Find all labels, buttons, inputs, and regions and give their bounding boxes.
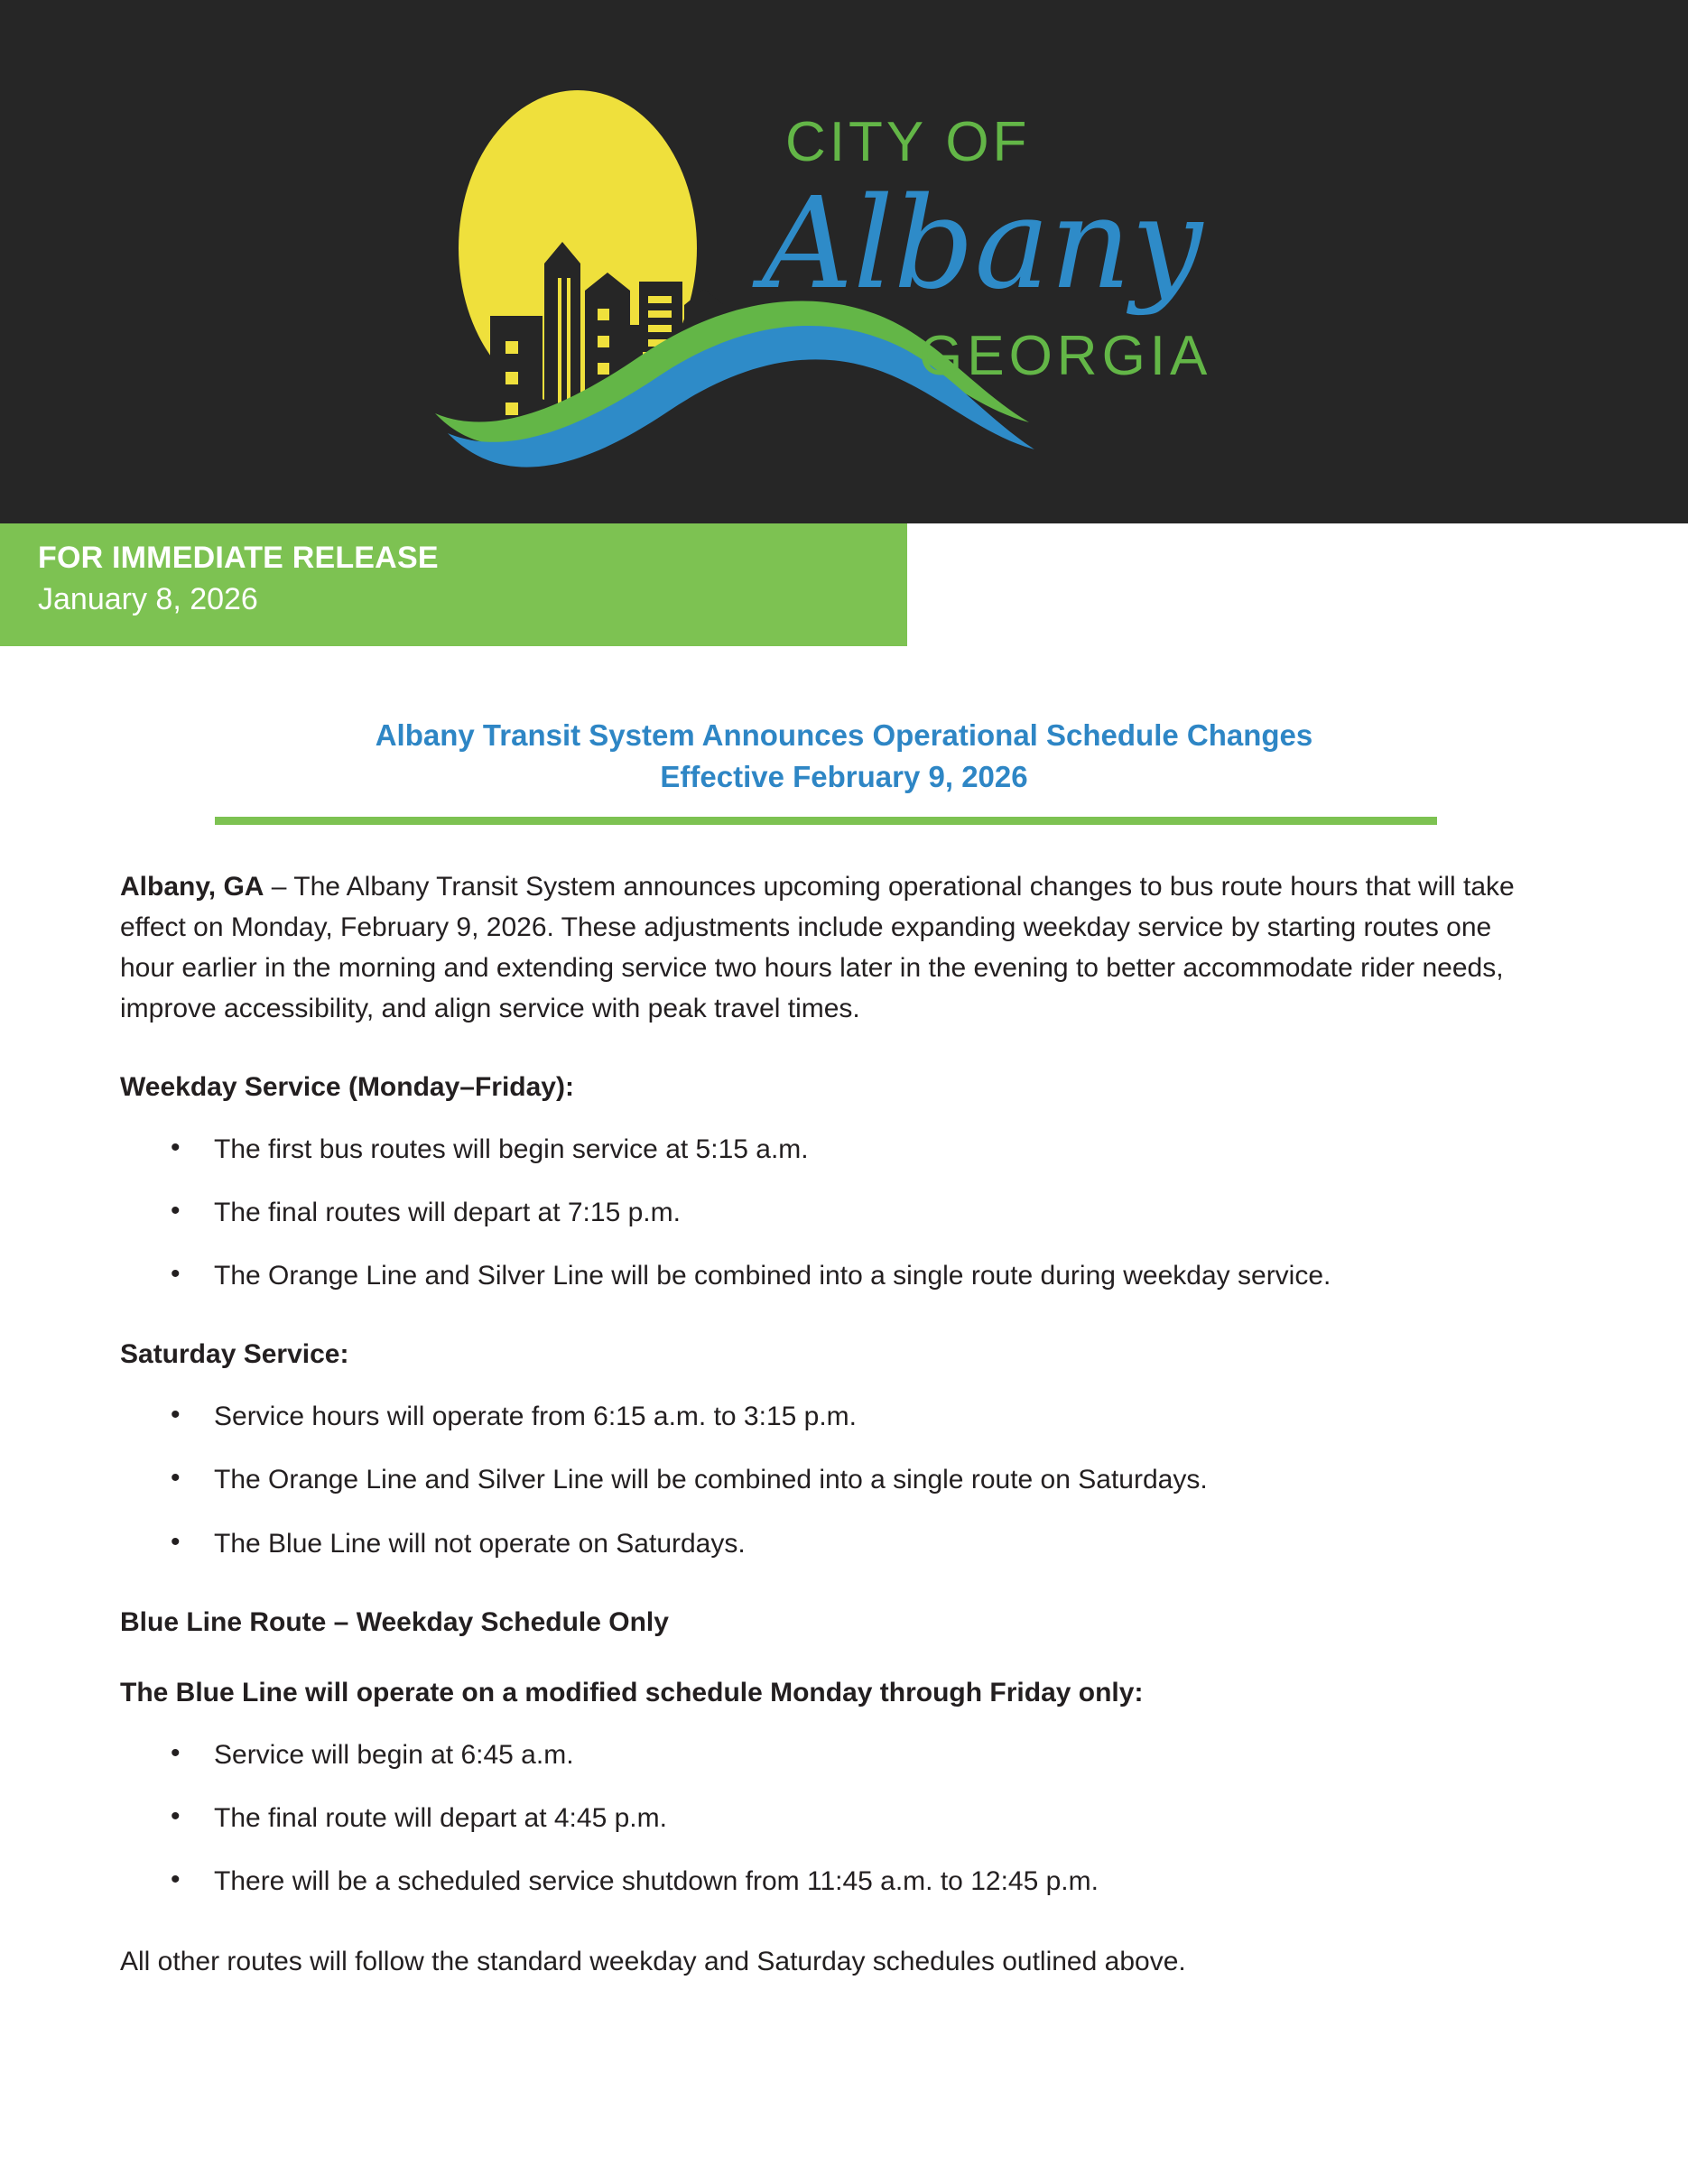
list-item: • The final route will depart at 4:45 p.m. [120,1799,1535,1838]
bullet-list-saturday [120,1397,1535,1563]
lead-paragraph [120,866,1535,1029]
section-heading-blue-line: Blue Line Route – Weekday Schedule Only [120,1606,669,1637]
logo-city-of-text: CITY OF [785,111,1031,173]
page-title [212,715,1476,797]
bullet-list-weekday [120,1130,1535,1296]
masthead-banner [0,0,1688,523]
list-item: • The Orange Line and Silver Line will be combined into a single route on Saturdays. [120,1460,1535,1500]
press-release-content [0,866,1688,1982]
for-immediate-release-banner [0,523,907,646]
page-title-line-1: Albany Transit System Announces Operational Schedule Changes [375,718,1313,752]
list-item: • The Blue Line will not operate on Saturdays. [120,1524,1535,1564]
press-release-body [0,646,1688,1982]
logo-georgia-text: GEORGIA [919,325,1212,387]
list-item: • Service hours will operate from 6:15 a.m. to 3:15 p.m. [120,1397,1535,1437]
section-heading-weekday: Weekday Service (Monday–Friday): [120,1072,574,1103]
list-item: • Service will begin at 6:45 a.m. [120,1735,1535,1775]
city-of-albany-georgia-logo [397,54,1300,469]
list-item: • There will be a scheduled service shutdown from 11:45 a.m. to 12:45 p.m. [120,1862,1535,1902]
logo-albany-text: Albany [762,171,1203,318]
list-item: • The first bus routes will begin service at 5:15 a.m. [120,1130,1535,1170]
logo-artwork-icon [397,54,1300,469]
title-divider-rule [215,817,1437,825]
release-banner-date: January 8, 2026 [38,582,258,617]
dateline: Albany, GA [120,872,264,902]
bullet-list-blue-line [120,1735,1535,1902]
section-heading-saturday: Saturday Service: [120,1339,349,1370]
lead-paragraph-text: – The Albany Transit System announces upcoming operational changes to bus route hours that will take effect on Monday, February 9, 2026. These adjustments include expanding weekday service by starting routes one hour earlier in the morning and extending service two hours later in the evening to better accommodate rider needs, improve accessibility, and align service with peak travel times. [120,872,1515,1024]
release-banner-headline: FOR IMMEDIATE RELEASE [38,541,439,575]
closing-paragraph: All other routes will follow the standard weekday and Saturday schedules outlined above. [120,1946,1186,1976]
list-item: • The final routes will depart at 7:15 p.m. [120,1193,1535,1233]
page-title-line-2: Effective February 9, 2026 [660,759,1028,793]
section-subheading-blue-line: The Blue Line will operate on a modified schedule Monday through Friday only: [120,1677,1144,1707]
list-item: • The Orange Line and Silver Line will be combined into a single route during weekday service. [120,1256,1535,1296]
